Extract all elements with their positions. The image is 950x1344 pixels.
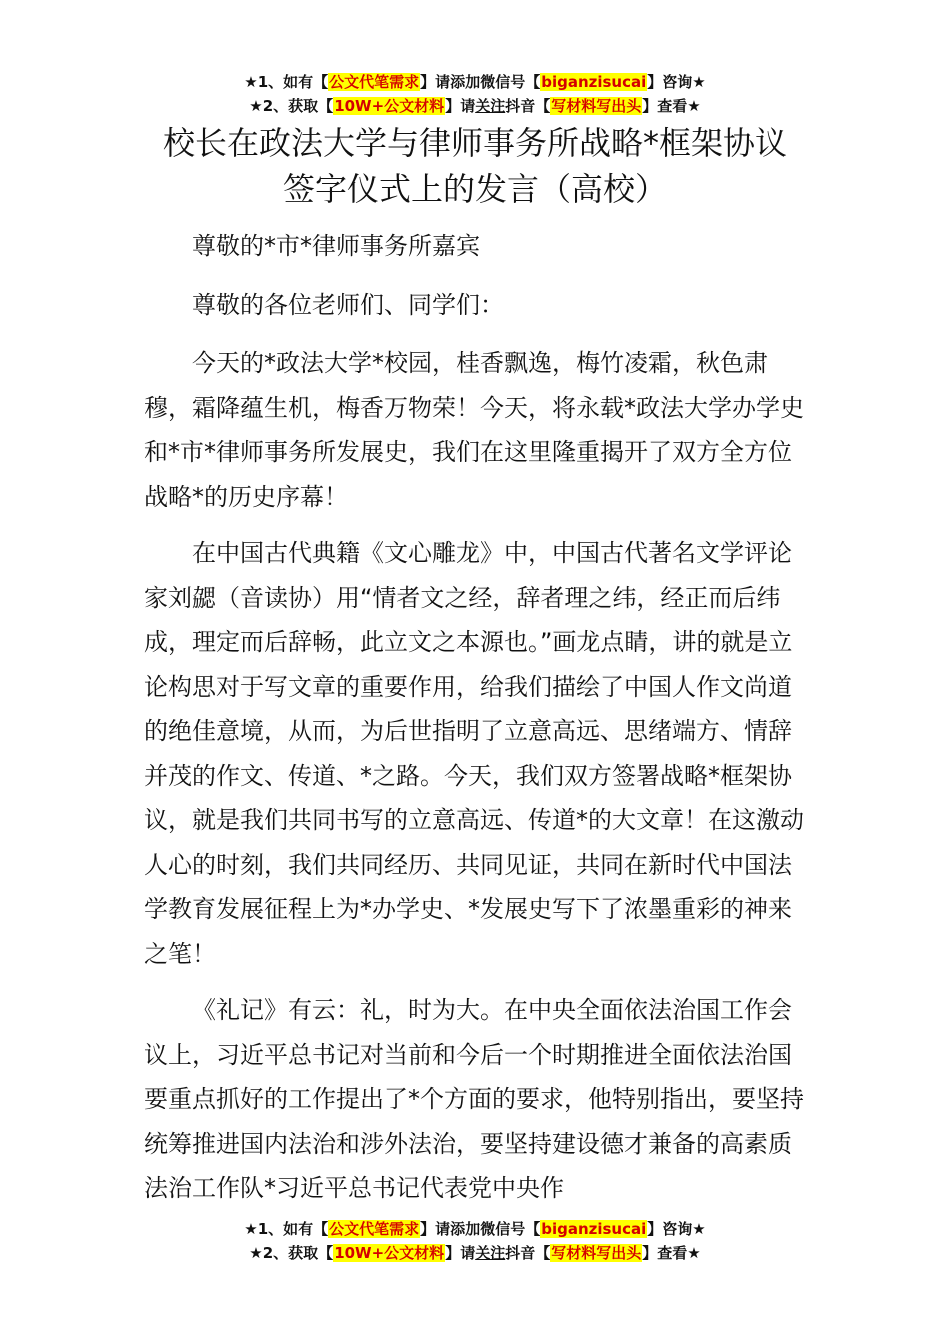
banner-text: 】请 <box>445 1244 476 1262</box>
banner-text: 关注 <box>475 1244 506 1262</box>
banner-line-1 <box>0 1217 950 1241</box>
banner-text: 微信号【 <box>480 73 541 91</box>
salutation: 尊敬的*市*律师事务所嘉宾 <box>192 232 480 260</box>
banner-text: ★2、获取【 <box>249 97 334 115</box>
banner-highlight: 10W+公文材料 <box>334 97 445 115</box>
banner-text: 】咨询★ <box>647 1220 706 1238</box>
banner-text: 抖音【 <box>505 1244 551 1262</box>
banner-text: 】查看★ <box>642 1244 701 1262</box>
banner-highlight: 10W+公文材料 <box>334 1244 445 1262</box>
banner-text: 】咨询★ <box>647 73 706 91</box>
banner-text: 】请添 <box>420 73 466 91</box>
banner-text: ★1、如有【 <box>244 1220 329 1238</box>
document-title <box>0 120 950 212</box>
banner-text: 关注 <box>475 97 506 115</box>
banner-text: ★2、获取【 <box>249 1244 334 1262</box>
document-body <box>144 224 812 1223</box>
banner-line-2 <box>0 1241 950 1265</box>
banner-highlight: biganzisucai <box>541 73 647 91</box>
body-paragraph: 今天的*政法大学*校园，桂香飘逸，梅竹凌霜，秋色肃穆，霜降蕴生机，梅香万物荣！今天，将永载*政法大学办学史和*市*律师事务所发展史，我们在这里隆重揭开了双方全方位战略*的历史序幕！ <box>144 349 804 511</box>
banner-highlight: 写材料写出头 <box>551 97 642 115</box>
banner-text: 微信号【 <box>480 1220 541 1238</box>
footer-banner <box>0 1217 950 1265</box>
title-line: 签字仪式上的发言（高校） <box>282 170 667 208</box>
banner-line-2 <box>0 94 950 118</box>
title-line: 校长在政法大学与律师事务所战略*框架协议 <box>162 124 787 162</box>
banner-line-1 <box>0 70 950 94</box>
banner-highlight: 写材料写出头 <box>551 1244 642 1262</box>
salutation: 尊敬的各位老师们、同学们： <box>192 290 504 319</box>
banner-text: 加 <box>465 73 481 91</box>
banner-highlight: 公文代笔需求 <box>329 73 420 91</box>
banner-highlight: 公文代笔需求 <box>329 1220 420 1238</box>
banner-text: 加 <box>465 1220 481 1238</box>
body-paragraph: 在中国古代典籍《文心雕龙》中，中国古代著名文学评论家刘勰（音读协）用“情者文之经，辞者理之纬，经正而后纬成，理定而后辞畅，此立文之本源也。”画龙点睛，讲的就是立论构思对于写文章的重要作用，给我们描绘了中国人作文尚道的绝佳意境，从而，为后世指明了立意高远、思绪端方、情辞并茂的作文、传道、*之路。今天，我们双方签署战略*框架协议，就是我们共同书写的立意高远、传道*的大文章！在这激动人心的时刻，我们共同经历、共同见证，共同在新时代中国法学教育发展征程上为*办学史、*发展史写下了浓墨重彩的神来之笔！ <box>144 539 804 968</box>
banner-text: 】请添 <box>420 1220 466 1238</box>
header-banner <box>0 70 950 118</box>
banner-text: 】查看★ <box>642 97 701 115</box>
body-paragraph: 《礼记》有云：礼，时为大。在中央全面依法治国工作会议上，习近平总书记对当前和今后一个时期推进全面依法治国要重点抓好的工作提出了*个方面的要求，他特别指出，要坚持统筹推进国内法治和涉外法治，要坚持建设德才兼备的高素质法治工作队*习近平总书记代表党中央作 <box>144 996 804 1202</box>
banner-text: 】请 <box>445 97 476 115</box>
banner-text: ★1、如有【 <box>244 73 329 91</box>
banner-text: 抖音【 <box>505 97 551 115</box>
banner-highlight: biganzisucai <box>541 1220 647 1238</box>
